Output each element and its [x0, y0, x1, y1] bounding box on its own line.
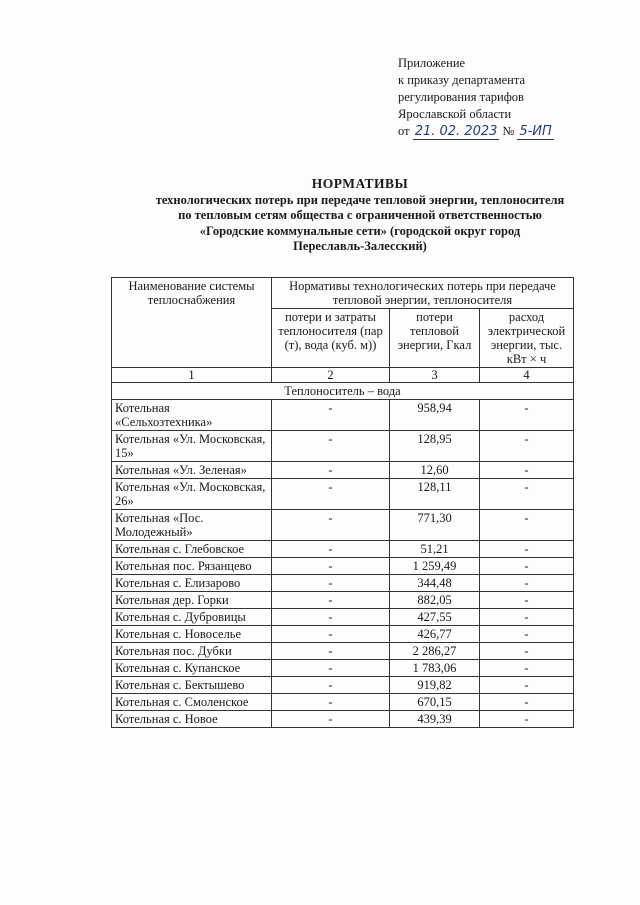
table-row: [112, 400, 574, 431]
electricity-value: -: [480, 592, 574, 609]
electricity-value: -: [480, 660, 574, 677]
coolant-loss-value: -: [272, 479, 390, 510]
column-number: 3: [390, 368, 480, 383]
heat-loss-value: 439,39: [390, 711, 480, 728]
coolant-loss-value: -: [272, 400, 390, 431]
electricity-value: -: [480, 626, 574, 643]
heading-line: по тепловым сетям общества с ограниченной ответственностью: [178, 208, 542, 222]
heat-loss-value: 51,21: [390, 541, 480, 558]
document-title: НОРМАТИВЫ: [311, 176, 409, 191]
coolant-loss-value: -: [272, 558, 390, 575]
order-number-label: №: [502, 124, 515, 138]
document-heading: [100, 176, 620, 255]
heat-loss-value: 1 783,06: [390, 660, 480, 677]
electricity-value: -: [480, 677, 574, 694]
heat-loss-value: 2 286,27: [390, 643, 480, 660]
heading-line: Переславль-Залесский): [293, 239, 427, 253]
boiler-name: Котельная «Ул. Московская, 15»: [112, 431, 272, 462]
electricity-value: -: [480, 643, 574, 660]
boiler-name: Котельная с. Дубровицы: [112, 609, 272, 626]
boiler-name: Котельная с. Бектышево: [112, 677, 272, 694]
boiler-name: Котельная дер. Горки: [112, 592, 272, 609]
coolant-loss-value: -: [272, 660, 390, 677]
boiler-name: Котельная с. Елизарово: [112, 575, 272, 592]
heat-loss-value: 882,05: [390, 592, 480, 609]
boiler-name: Котельная «Ул. Зеленая»: [112, 462, 272, 479]
heat-loss-value: 958,94: [390, 400, 480, 431]
coolant-loss-value: -: [272, 626, 390, 643]
heat-loss-value: 344,48: [390, 575, 480, 592]
order-reference-line: [398, 123, 554, 140]
coolant-loss-value: -: [272, 694, 390, 711]
electricity-value: -: [480, 558, 574, 575]
boiler-name: Котельная «Ул. Московская, 26»: [112, 479, 272, 510]
heading-line: «Городские коммунальные сети» (городской округ город: [199, 223, 521, 238]
column-number: 2: [272, 368, 390, 383]
coolant-loss-value: -: [272, 677, 390, 694]
electricity-value: -: [480, 462, 574, 479]
table-row: [112, 711, 574, 728]
electricity-value: -: [480, 510, 574, 541]
table-row: [112, 462, 574, 479]
column-number: 4: [480, 368, 574, 383]
appendix-block: [398, 55, 554, 140]
coolant-loss-value: -: [272, 643, 390, 660]
boiler-name: Котельная с. Новоселье: [112, 626, 272, 643]
heat-loss-value: 12,60: [390, 462, 480, 479]
electricity-value: -: [480, 479, 574, 510]
heat-loss-value: 426,77: [390, 626, 480, 643]
table-row: [112, 626, 574, 643]
boiler-name: Котельная пос. Дубки: [112, 643, 272, 660]
table-row: [112, 479, 574, 510]
coolant-loss-value: -: [272, 711, 390, 728]
table-row: [112, 609, 574, 626]
electricity-value: -: [480, 575, 574, 592]
coolant-loss-value: -: [272, 431, 390, 462]
table-row: [112, 694, 574, 711]
electricity-value: -: [480, 609, 574, 626]
coolant-loss-value: -: [272, 609, 390, 626]
boiler-name: Котельная с. Смоленское: [112, 694, 272, 711]
electricity-value: -: [480, 400, 574, 431]
heat-loss-value: 1 259,49: [390, 558, 480, 575]
appendix-line: к приказу департамента: [398, 73, 526, 87]
table-row: [112, 575, 574, 592]
table-row: [112, 510, 574, 541]
boiler-name: Котельная с. Новое: [112, 711, 272, 728]
column-number: 1: [112, 368, 272, 383]
norms-table: [111, 277, 574, 728]
carrier-label: Теплоноситель – вода: [112, 383, 574, 400]
heat-loss-value: 128,95: [390, 431, 480, 462]
boiler-name: Котельная «Сельхозтехника»: [112, 400, 272, 431]
order-date-prefix: от: [398, 124, 410, 138]
boiler-name: Котельная с. Глебовское: [112, 541, 272, 558]
heading-line: технологических потерь при передаче тепловой энергии, теплоносителя: [155, 192, 565, 207]
heat-loss-value: 128,11: [390, 479, 480, 510]
boiler-name: Котельная пос. Рязанцево: [112, 558, 272, 575]
heat-loss-value: 427,55: [390, 609, 480, 626]
table-row: [112, 541, 574, 558]
table-row: [112, 592, 574, 609]
table-row: [112, 558, 574, 575]
coolant-loss-value: -: [272, 541, 390, 558]
order-number: 5-ИП: [519, 124, 552, 139]
electricity-value: -: [480, 541, 574, 558]
electricity-value: -: [480, 694, 574, 711]
heat-loss-value: 670,15: [390, 694, 480, 711]
coolant-loss-value: -: [272, 592, 390, 609]
appendix-line: регулирования тарифов: [398, 90, 524, 104]
column-numbers-row: [112, 368, 574, 383]
heat-loss-value: 771,30: [390, 510, 480, 541]
table-row: [112, 660, 574, 677]
table-row: [112, 431, 574, 462]
carrier-row: [112, 383, 574, 400]
column-header-electricity: расход электрической энергии, тыс. кВт × ч: [480, 309, 574, 368]
coolant-loss-value: -: [272, 575, 390, 592]
coolant-loss-value: -: [272, 510, 390, 541]
column-header-heat-losses: потери тепловой энергии, Гкал: [390, 309, 480, 368]
electricity-value: -: [480, 711, 574, 728]
appendix-line: Приложение: [398, 56, 466, 70]
electricity-value: -: [480, 431, 574, 462]
appendix-line: Ярославской области: [398, 107, 512, 121]
table-row: [112, 677, 574, 694]
column-group-header: Нормативы технологических потерь при передаче тепловой энергии, теплоносителя: [272, 278, 574, 309]
column-header-system-name: Наименование системы теплоснабжения: [112, 278, 272, 368]
table-row: [112, 643, 574, 660]
boiler-name: Котельная «Пос. Молодежный»: [112, 510, 272, 541]
column-header-coolant-losses: потери и затраты теплоносителя (пар (т), вода (куб. м)): [272, 309, 390, 368]
coolant-loss-value: -: [272, 462, 390, 479]
heat-loss-value: 919,82: [390, 677, 480, 694]
boiler-name: Котельная с. Купанское: [112, 660, 272, 677]
order-date: 21. 02. 2023: [414, 124, 498, 139]
